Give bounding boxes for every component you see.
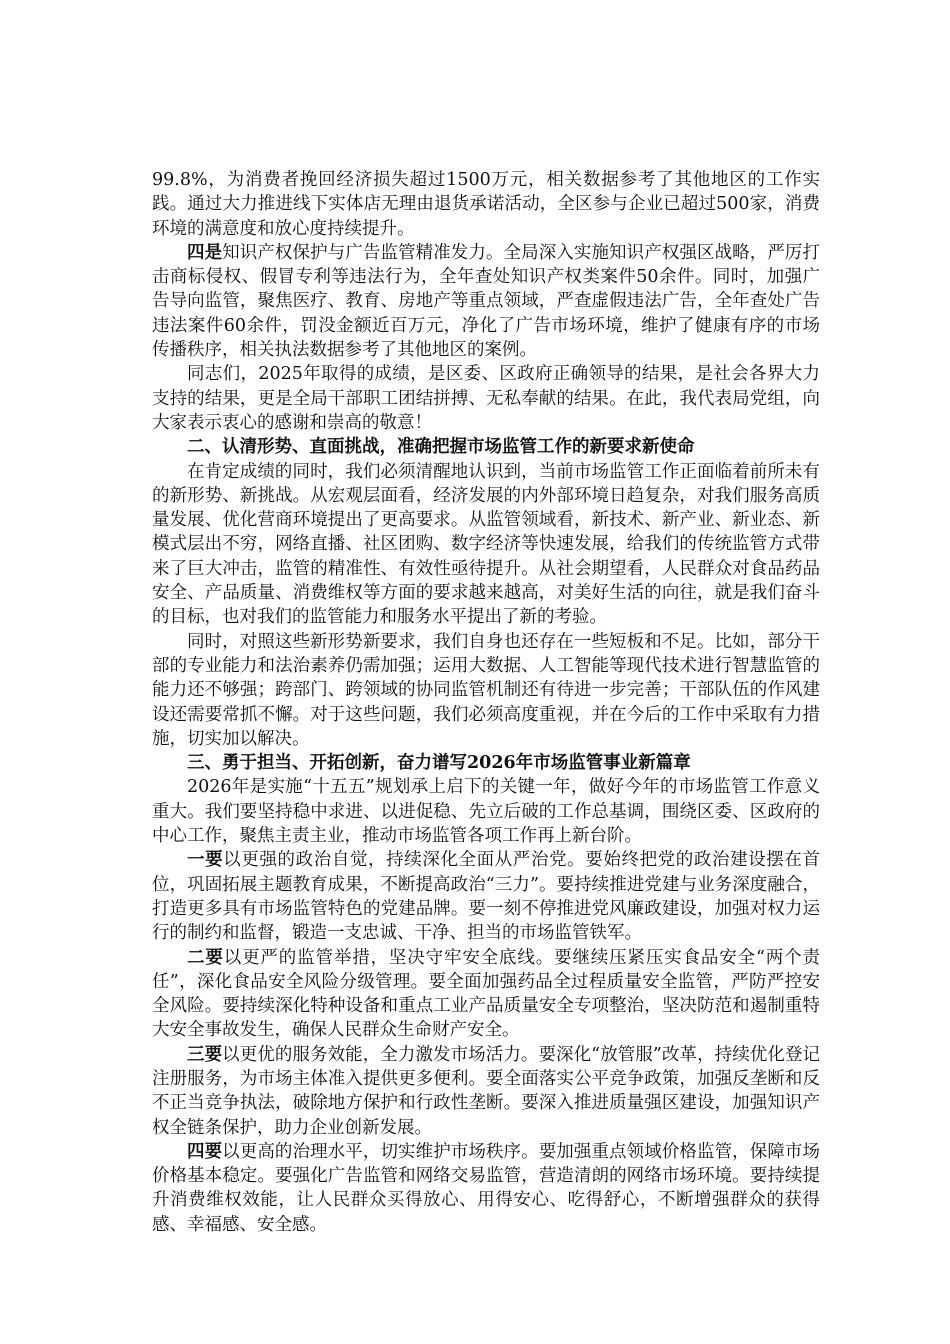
paragraph-task-4: 四要以更高的治理水平，切实维护市场秩序。要加强重点领域价格监管，保障市场价格基本稳定。要强化广告监管和网络交易监管，营造清朗的网络市场环境。要持续提升消费维权效能，让人民群众买得放心、用得安心、吃得舒心，不断增强群众的获得感、幸福感、安全感。 <box>152 1141 820 1235</box>
paragraph-task-3: 三要以更优的服务效能，全力激发市场活力。要深化“放管服”改革，持续优化登记注册服务，为市场主体准入提供更多便利。要全面落实公平竞争政策，加强反垄断和反不正当竞争执法，破除地方保护和行政性垄断。要深入推进质量强区建设，加强知识产权全链条保护，助力企业创新发展。 <box>152 1044 821 1138</box>
paragraph-lead: 一要 <box>187 850 224 871</box>
paragraph-lead: 三要 <box>187 1044 223 1065</box>
paragraph-task-1: 一要以更强的政治自觉，持续深化全面从严治党。要始终把党的政治建设摆在首位，巩固拓展主题教育成果，不断提高政治“三力”。要持续推进党建与业务深度融合，打造更多具有市场监管特色的党建品牌。要一刻不停推进党风廉政建设，加强对权力运行的制约和监督，锻造一支忠诚、干净、担当的市场监管铁军。 <box>152 850 821 944</box>
paragraph-lead: 二要 <box>187 947 224 968</box>
paragraph-consumer-rights-continued: 99.8%，为消费者挽回经济损失超过1500万元，相关数据参考了其他地区的工作实践。通过大力推进线下实体店无理由退货承诺活动，全区参与企业已超过500家，消费环境的满意度和放心度持续提升。 <box>152 170 820 239</box>
paragraph-shortcomings: 同时，对照这些新形势新要求，我们自身也还存在一些短板和不足。比如，部分干部的专业能力和法治素养仍需加强；运用大数据、人工智能等现代技术进行智慧监管的能力还不够强；跨部门、跨领域的协同监管机制还有待进一步完善；干部队伍的作风建设还需要常抓不懈。对于这些问题，我们必须高度重视，并在今后的工作中采取有力措施，切实加以解决。 <box>152 631 820 749</box>
section-heading-2: 二、认清形势、直面挑战，准确把握市场监管工作的新要求新使命 <box>187 437 695 458</box>
document-body <box>152 168 820 1237</box>
paragraph-task-2: 二要以更严的监管举措，坚决守牢安全底线。要继续压紧压实食品安全“两个责任”，深化食品安全风险分级管理。要全面加强药品全过程质量安全监管，严防严控安全风险。要持续深化特种设备和重点工业产品质量安全专项整治，坚决防范和遏制重特大安全事故发生，确保人民群众生命财产安全。 <box>152 947 821 1041</box>
section-heading-3: 三、勇于担当、开拓创新，奋力谱写2026年市场监管事业新篇章 <box>187 753 691 774</box>
paragraph-acknowledgement: 同志们，2025年取得的成绩，是区委、区政府正确领导的结果，是社会各界大力支持的结果，更是全局干部职工团结拼搏、无私奉献的结果。在此，我代表局党组，向大家表示衷心的感谢和崇高的敬意！ <box>152 364 820 433</box>
paragraph-lead: 四是 <box>187 242 223 263</box>
paragraph-new-challenges: 在肯定成绩的同时，我们必须清醒地认识到，当前市场监管工作正面临着前所未有的新形势、新挑战。从宏观层面看，经济发展的内外部环境日趋复杂，对我们服务高质量发展、优化营商环境提出了更高要求。从监管领域看，新技术、新产业、新业态、新模式层出不穷，网络直播、社区团购、数字经济等快速发展，给我们的传统监管方式带来了巨大冲击，监管的精准性、有效性亟待提升。从社会期望看，人民群众对食品药品安全、产品质量、消费维权等方面的要求越来越高，对美好生活的向往，就是我们奋斗的目标，也对我们的监管能力和服务水平提出了新的考验。 <box>152 461 820 628</box>
paragraph-ip-advertising: 四是知识产权保护与广告监管精准发力。全局深入实施知识产权强区战略，严厉打击商标侵权、假冒专利等违法行为，全年查处知识产权类案件50余件。同时，加强广告导向监管，聚焦医疗、教育、房地产等重点领域，严查虚假违法广告，全年查处广告违法案件60余件，罚没金额近百万元，净化了广告市场环境，维护了健康有序的市场传播秩序，相关执法数据参考了其他地区的案例。 <box>152 242 820 361</box>
paragraph-lead: 四要 <box>187 1141 223 1162</box>
paragraph-2026-overview: 2026年是实施“十五五”规划承上启下的关键一年，做好今年的市场监管工作意义重大。我们要坚持稳中求进、以进促稳、先立后破的工作总基调，围绕区委、区政府的中心工作，聚焦主责主业，推动市场监管各项工作再上新台阶。 <box>152 777 820 847</box>
